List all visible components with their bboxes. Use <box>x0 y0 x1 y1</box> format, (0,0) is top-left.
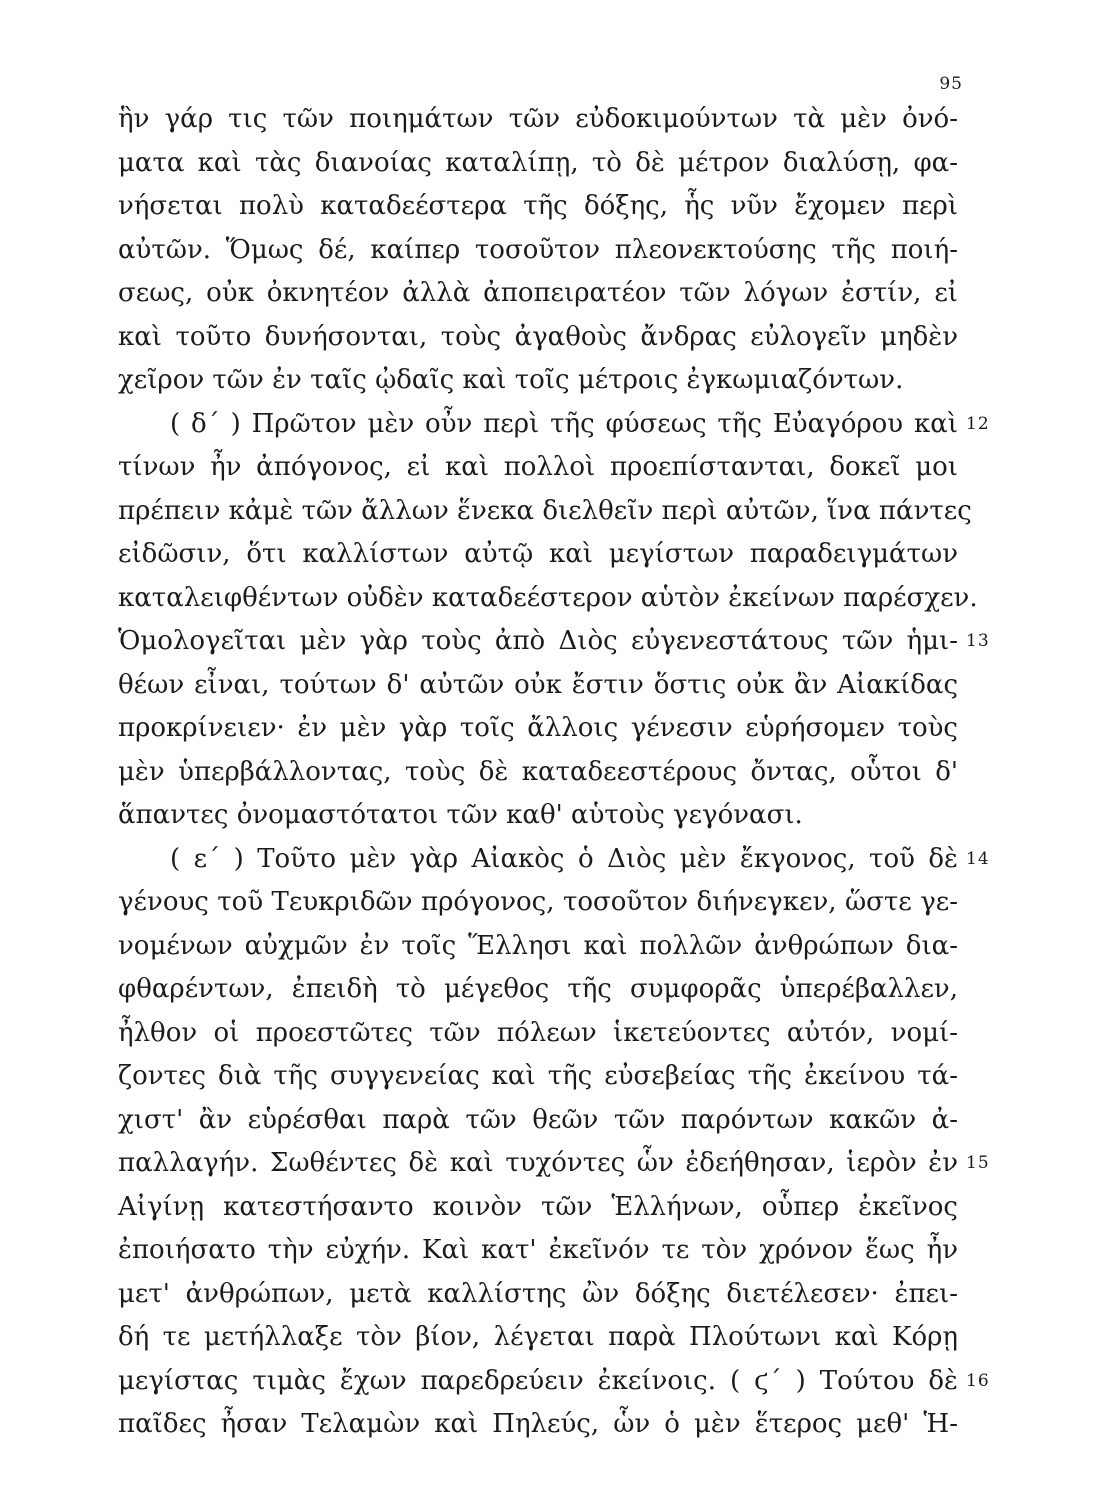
text-line <box>118 490 972 534</box>
text-line-content: αὐτῶν. Ὅμως δέ, καίπερ τοσοῦτον πλεονεκτούσης τῆς ποιή- <box>118 234 958 265</box>
text-line <box>118 1229 958 1273</box>
text-line <box>118 1360 990 1404</box>
text-line-content: ἐποιήσατο τὴν εὐχήν. Καὶ κατ' ἐκεῖνόν τε τὸν χρόνον ἕως ἦν <box>118 1235 958 1265</box>
text-line-content: νήσεται πολὺ καταδεέστερα τῆς δόξης, ἧς νῦν ἔχομεν περὶ <box>118 191 958 221</box>
text-line <box>118 533 958 577</box>
text-line <box>118 229 958 273</box>
text-line <box>118 1055 958 1099</box>
text-line <box>118 751 958 795</box>
text-line-content: ἦλθον οἱ προεστῶτες τῶν πόλεων ἱκετεύοντες αὐτόν, νομί- <box>118 1017 958 1048</box>
text-line-content: ( ε΄ ) Τοῦτο μὲν γὰρ Αἰακὸς ὁ Διὸς μὲν ἔκγονος, τοῦ δὲ <box>170 843 958 874</box>
text-line-content: προκρίνειεν· ἐν μὲν γὰρ τοῖς ἄλλοις γένεσιν εὑρήσομεν τοὺς <box>118 713 958 743</box>
text-line-content: μετ' ἀνθρώπων, μετὰ καλλίστης ὢν δόξης διετέλεσεν· ἐπει- <box>118 1278 958 1309</box>
text-line-content: θέων εἶναι, τούτων δ' αὐτῶν οὐκ ἔστιν ὅστις οὐκ ἂν Αἰακίδας <box>118 669 958 700</box>
text-line-content: ( δ΄ ) Πρῶτον μὲν οὖν περὶ τῆς φύσεως τῆς Εὐαγόρου καὶ <box>170 408 958 439</box>
text-line <box>118 316 958 360</box>
page-number: 95 <box>939 74 963 94</box>
text-line <box>118 794 958 838</box>
section-number: 15 <box>966 1153 990 1173</box>
greek-text-body <box>118 98 990 1447</box>
text-line <box>118 577 978 621</box>
text-line <box>118 707 958 751</box>
text-line <box>118 838 990 882</box>
text-line-content: χεῖρον τῶν ἐν ταῖς ᾠδαῖς καὶ τοῖς μέτροις ἐγκωμιαζόντων. <box>118 365 904 395</box>
text-line <box>118 1316 958 1360</box>
text-line-content: καὶ τοῦτο δυνήσονται, τοὺς ἀγαθοὺς ἄνδρας εὐλογεῖν μηδὲν <box>118 321 958 352</box>
text-line <box>118 1273 958 1317</box>
text-line-content: ζοντες διὰ τῆς συγγενείας καὶ τῆς εὐσεβείας τῆς ἐκείνου τά- <box>118 1061 958 1091</box>
text-line <box>118 1186 958 1230</box>
text-line <box>118 359 958 403</box>
text-line-content: φθαρέντων, ἐπειδὴ τὸ μέγεθος τῆς συμφορᾶς ὑπερέβαλλεν, <box>118 974 958 1004</box>
text-line-content: παλλαγήν. Σωθέντες δὲ καὶ τυχόντες ὧν ἐδεήθησαν, ἱερὸν ἐν <box>118 1148 958 1178</box>
text-line <box>118 1099 958 1143</box>
text-line-content: Ὁμολογεῖται μὲν γὰρ τοὺς ἀπὸ Διὸς εὐγενεστάτους τῶν ἡμι- <box>118 626 958 656</box>
text-line-content: σεως, οὐκ ὀκνητέον ἀλλὰ ἀποπειρατέον τῶν λόγων ἐστίν, εἰ <box>118 278 958 308</box>
section-number: 13 <box>966 631 990 651</box>
text-line-content: χιστ' ἂν εὑρέσθαι παρὰ τῶν θεῶν τῶν παρόντων κακῶν ἀ- <box>118 1104 958 1135</box>
text-line <box>118 142 958 186</box>
text-line <box>118 272 958 316</box>
section-number: 16 <box>966 1370 990 1391</box>
text-line-content: δή τε μετήλλαξε τὸν βίον, λέγεται παρὰ Πλούτωνι καὶ Κόρῃ <box>118 1322 958 1352</box>
text-line <box>118 968 958 1012</box>
text-line <box>118 664 958 708</box>
section-number: 12 <box>966 413 990 434</box>
text-line-content: εἰδῶσιν, ὅτι καλλίστων αὐτῷ καὶ μεγίστων παραδειγμάτων <box>118 539 958 569</box>
text-line <box>118 620 990 664</box>
text-line-content: πρέπειν κἀμὲ τῶν ἄλλων ἕνεκα διελθεῖν περὶ αὐτῶν, ἵνα πάντες <box>118 495 972 526</box>
text-line-content: παῖδες ἦσαν Τελαμὼν καὶ Πηλεύς, ὧν ὁ μὲν ἕτερος μεθ' Ἡ- <box>118 1409 958 1439</box>
text-line <box>118 925 958 969</box>
text-line-content: μὲν ὑπερβάλλοντας, τοὺς δὲ καταδεεστέρους ὄντας, οὗτοι δ' <box>118 756 958 787</box>
text-line-content: καταλειφθέντων οὐδὲν καταδεέστερον αὑτὸν ἐκείνων παρέσχεν. <box>118 582 978 613</box>
text-line-content: νομένων αὐχμῶν ἐν τοῖς Ἕλλησι καὶ πολλῶν ἀνθρώπων δια- <box>118 930 958 961</box>
text-line <box>118 185 958 229</box>
text-line <box>118 403 990 447</box>
text-line <box>118 1403 958 1447</box>
text-line <box>118 1142 990 1186</box>
text-line-content: ἣν γάρ τις τῶν ποιημάτων τῶν εὐδοκιμούντων τὰ μὲν ὀνό- <box>118 104 958 134</box>
text-line <box>118 881 958 925</box>
section-number: 14 <box>966 848 990 869</box>
text-line-content: γένους τοῦ Τευκριδῶν πρόγονος, τοσοῦτον διήνεγκεν, ὥστε γε- <box>118 887 958 917</box>
text-line-content: ματα καὶ τὰς διανοίας καταλίπῃ, τὸ δὲ μέτρον διαλύσῃ, φα- <box>118 147 958 178</box>
text-line-content: τίνων ἦν ἀπόγονος, εἰ καὶ πολλοὶ προεπίστανται, δοκεῖ μοι <box>118 452 958 482</box>
text-line <box>118 446 958 490</box>
text-line-content: Αἰγίνῃ κατεστήσαντο κοινὸν τῶν Ἑλλήνων, οὗπερ ἐκεῖνος <box>118 1191 958 1222</box>
text-line <box>118 1012 958 1056</box>
text-line-content: μεγίστας τιμὰς ἔχων παρεδρεύειν ἐκείνοις. ( ϛ΄ ) Τούτου δὲ <box>118 1365 958 1396</box>
text-line <box>118 98 958 142</box>
text-line-content: ἅπαντες ὀνομαστότατοι τῶν καθ' αὑτοὺς γεγόνασι. <box>118 800 803 830</box>
